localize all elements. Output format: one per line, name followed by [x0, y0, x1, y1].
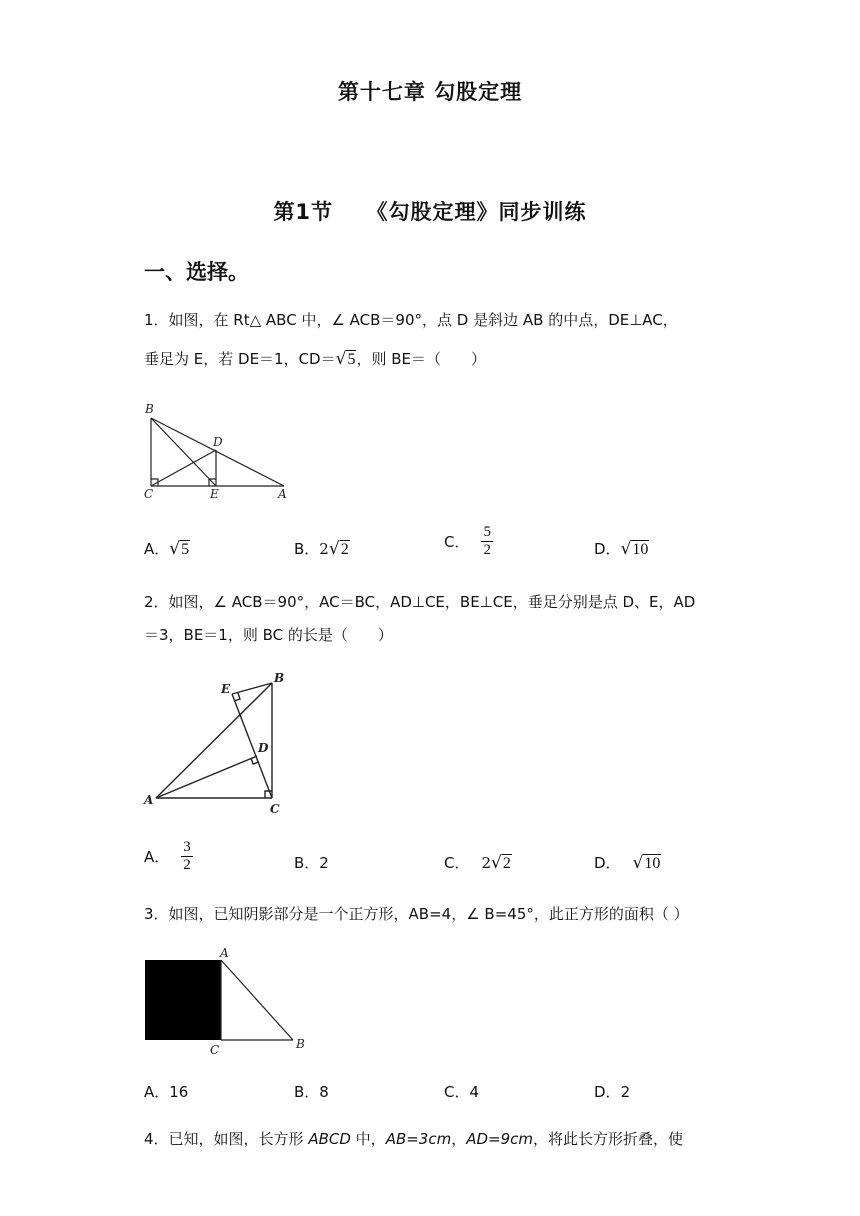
q2-label-A: A: [144, 793, 154, 807]
q1-label-B: B: [145, 402, 154, 416]
q1-option-a[interactable]: A．√5: [144, 539, 190, 559]
q2-option-a[interactable]: A． $\frac{3}{2}$: [144, 839, 191, 873]
q1-option-d[interactable]: D．√10: [594, 539, 649, 559]
q1-figure: [140, 398, 300, 502]
q3-label-C: C: [210, 1043, 220, 1057]
part-heading: 一、选择。: [144, 260, 249, 284]
q3-figure: [140, 944, 312, 1060]
q1-text-line2-a: 垂足为 E，若 DE＝1，CD＝: [144, 350, 336, 368]
q1-label-A: A: [278, 487, 287, 501]
q2-figure: [140, 666, 300, 820]
q1-sqrt-5: √5: [335, 349, 356, 369]
q2-label-E: E: [221, 682, 231, 696]
q1-text-line2: [144, 349, 486, 370]
q2-label-C: C: [270, 802, 280, 816]
q2-text-line2: ＝3，BE＝1，则 BC 的长是（ ）: [144, 626, 393, 644]
q3-shaded-square: [145, 960, 221, 1040]
q2-option-b[interactable]: B．2: [294, 854, 329, 872]
q1-option-c[interactable]: C． $\frac{5}{2}$: [444, 524, 491, 558]
q2-option-c[interactable]: C． 2√2: [444, 853, 511, 873]
q3-option-b[interactable]: B．8: [294, 1083, 329, 1101]
q3-option-d[interactable]: D．2: [594, 1083, 631, 1101]
q1-label-D: D: [213, 435, 223, 449]
q3-label-B: B: [296, 1037, 305, 1051]
q1-text-line1: 1．如图，在 Rt△ ABC 中，∠ ACB＝90°，点 D 是斜边 AB 的中点，DE⊥AC，: [144, 311, 678, 329]
q1-text-line2-b: ，则 BE＝（ ）: [356, 350, 487, 368]
chapter-title: 第十七章 勾股定理: [337, 80, 523, 104]
q2-label-D: D: [258, 741, 269, 755]
section-title: 第1节 《勾股定理》同步训练: [273, 200, 587, 224]
q3-label-A: A: [220, 946, 229, 960]
q3-option-a[interactable]: A．16: [144, 1083, 189, 1101]
q2-option-d[interactable]: D． √10: [594, 853, 661, 873]
q1-label-C: C: [144, 487, 154, 501]
q2-text-line1: 2．如图，∠ ACB＝90°，AC＝BC，AD⊥CE，BE⊥CE，垂足分别是点 D、E，AD: [144, 593, 696, 611]
q3-option-c[interactable]: C．4: [444, 1083, 480, 1101]
q1-option-b[interactable]: B．2√2: [294, 539, 349, 559]
q1-label-E: E: [210, 487, 219, 501]
q3-text-line1: 3．如图，已知阴影部分是一个正方形，AB=4，∠ B=45°，此正方形的面积（ ）: [144, 905, 689, 923]
q2-label-B: B: [274, 671, 285, 685]
q4-text-line1: 4．已知，如图，长方形 ABCD 中，AB=3cm，AD=9cm，将此长方形折叠，使: [144, 1130, 684, 1148]
